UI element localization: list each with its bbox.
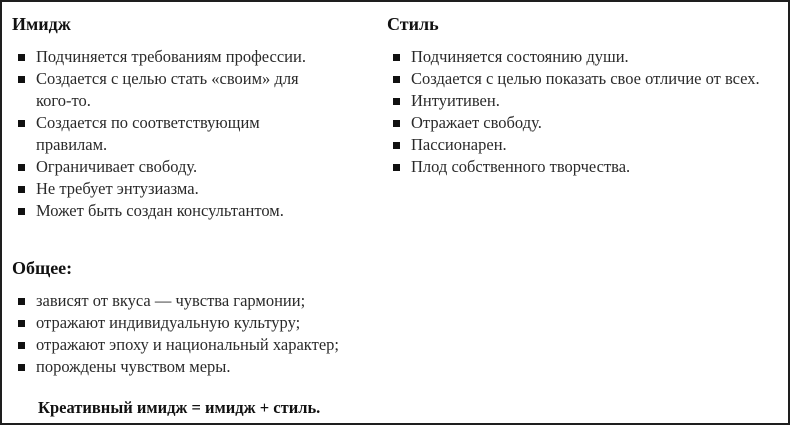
image-column [12,14,382,222]
square-bullet-icon [393,142,400,149]
square-bullet-icon [18,320,25,327]
square-bullet-icon [18,298,25,305]
list-item: зависят от вкуса — чувства гармонии; [12,290,512,312]
list-item: Создается по соответствующим правилам. [12,112,316,156]
list-item: Создается с целью показать свое отличие от всех. [387,68,781,90]
list-item: Ограничивает свободу. [12,156,382,178]
common-section [12,258,512,378]
list-item: отражают индивидуальную культуру; [12,312,512,334]
square-bullet-icon [18,76,25,83]
list-item: Интуитивен. [387,90,782,112]
square-bullet-icon [18,208,25,215]
style-list [387,46,782,178]
square-bullet-icon [18,364,25,371]
style-heading: Стиль [387,14,439,34]
common-list [12,290,512,378]
list-item: Пассионарен. [387,134,782,156]
square-bullet-icon [18,164,25,171]
list-item: Плод собственного творчества. [387,156,782,178]
list-item: Подчиняется состоянию души. [387,46,782,68]
formula-text: Креативный имидж = имидж + стиль. [38,398,321,417]
list-item: Может быть создан консультантом. [12,200,382,222]
square-bullet-icon [18,120,25,127]
square-bullet-icon [393,120,400,127]
list-item: порождены чувством меры. [12,356,512,378]
square-bullet-icon [18,342,25,349]
image-list [12,46,382,222]
square-bullet-icon [393,164,400,171]
list-item: Не требует энтузиазма. [12,178,382,200]
square-bullet-icon [393,98,400,105]
square-bullet-icon [18,186,25,193]
style-column [387,14,782,178]
list-item: отражают эпоху и национальный характер; [12,334,512,356]
common-heading: Общее: [12,258,73,278]
list-item: Создается с целью стать «своим» для кого-то. [12,68,336,112]
square-bullet-icon [393,54,400,61]
square-bullet-icon [393,76,400,83]
list-item: Подчиняется требованиям профессии. [12,46,382,68]
list-item: Отражает свободу. [387,112,782,134]
image-heading: Имидж [12,14,71,34]
square-bullet-icon [18,54,25,61]
